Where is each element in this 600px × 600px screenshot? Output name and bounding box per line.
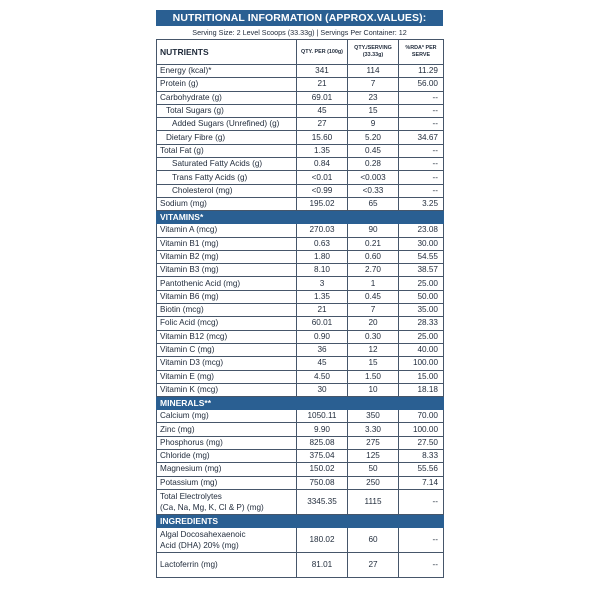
rda-percent: --: [399, 552, 444, 577]
nutrient-name: Carbohydrate (g): [157, 91, 297, 104]
nutrient-name: Cholesterol (mg): [157, 184, 297, 197]
rda-percent: 100.00: [399, 423, 444, 436]
rda-percent: 18.18: [399, 383, 444, 396]
vitamin-row: [157, 317, 444, 330]
nutrient-name: Vitamin C (mg): [157, 343, 297, 356]
rda-percent: 30.00: [399, 237, 444, 250]
qty-per-serving: 0.21: [348, 237, 399, 250]
qty-per-100g: 750.08: [297, 476, 348, 489]
qty-per-serving: 125: [348, 450, 399, 463]
qty-per-serving: 7: [348, 78, 399, 91]
nutrition-table-body: [157, 65, 444, 578]
mineral-row: [157, 476, 444, 489]
qty-per-100g: 375.04: [297, 450, 348, 463]
qty-per-serving: 2.70: [348, 264, 399, 277]
vitamin-row: [157, 357, 444, 370]
qty-per-100g: <0.99: [297, 184, 348, 197]
header-rda-per-serve: %RDA* PER SERVE: [399, 40, 444, 65]
qty-per-serving: 0.28: [348, 158, 399, 171]
qty-per-serving: 350: [348, 410, 399, 423]
qty-per-serving: 0.45: [348, 290, 399, 303]
rda-percent: 28.33: [399, 317, 444, 330]
nutrient-name: Saturated Fatty Acids (g): [157, 158, 297, 171]
rda-percent: 50.00: [399, 290, 444, 303]
nutrient-name: Total Fat (g): [157, 144, 297, 157]
rda-percent: 3.25: [399, 197, 444, 210]
qty-per-serving: 1115: [348, 489, 399, 514]
qty-per-100g: 0.90: [297, 330, 348, 343]
qty-per-100g: 1.35: [297, 290, 348, 303]
nutrient-name: Protein (g): [157, 78, 297, 91]
rda-percent: 34.67: [399, 131, 444, 144]
header-nutrients: NUTRIENTS: [157, 40, 297, 65]
nutrient-row: [157, 197, 444, 210]
qty-per-serving: 60: [348, 527, 399, 552]
table-header-row: [157, 40, 444, 65]
nutrient-name: Vitamin B12 (mcg): [157, 330, 297, 343]
qty-per-serving: 1: [348, 277, 399, 290]
nutrient-name-line1: Total Electrolytes: [160, 491, 222, 501]
vitamins-section: [157, 211, 444, 224]
qty-per-serving: 15: [348, 357, 399, 370]
rda-percent: --: [399, 104, 444, 117]
ingredients-section: [157, 514, 444, 527]
qty-per-100g: 21: [297, 304, 348, 317]
nutrient-row: [157, 171, 444, 184]
rda-percent: --: [399, 144, 444, 157]
vitamin-row: [157, 237, 444, 250]
nutrient-name: Vitamin E (mg): [157, 370, 297, 383]
nutrient-name: Phosphorus (mg): [157, 436, 297, 449]
vitamin-row: [157, 250, 444, 263]
vitamin-row: [157, 343, 444, 356]
minerals-section-label: MINERALS**: [157, 397, 444, 410]
qty-per-serving: 27: [348, 552, 399, 577]
qty-per-100g: 36: [297, 343, 348, 356]
qty-per-100g: 1.35: [297, 144, 348, 157]
qty-per-serving: 0.30: [348, 330, 399, 343]
qty-per-serving: 15: [348, 104, 399, 117]
qty-per-100g: 180.02: [297, 527, 348, 552]
rda-percent: 35.00: [399, 304, 444, 317]
vitamin-row: [157, 383, 444, 396]
qty-per-serving: 10: [348, 383, 399, 396]
rda-percent: --: [399, 91, 444, 104]
vitamin-row: [157, 224, 444, 237]
ingredients-section-label: INGREDIENTS: [157, 514, 444, 527]
qty-per-100g: 195.02: [297, 197, 348, 210]
vitamin-row: [157, 277, 444, 290]
qty-per-serving: 50: [348, 463, 399, 476]
nutrient-row: [157, 144, 444, 157]
qty-per-100g: 0.63: [297, 237, 348, 250]
qty-per-100g: 3345.35: [297, 489, 348, 514]
nutrient-row: [157, 91, 444, 104]
nutrient-name: Vitamin A (mcg): [157, 224, 297, 237]
nutrient-name: Added Sugars (Unrefined) (g): [157, 118, 297, 131]
qty-per-100g: 3: [297, 277, 348, 290]
nutrient-name: Vitamin B6 (mg): [157, 290, 297, 303]
nutrient-name: [157, 527, 297, 552]
qty-per-serving: 250: [348, 476, 399, 489]
nutrient-name: Vitamin K (mcg): [157, 383, 297, 396]
header-qty-per-100g: QTY. PER (100g): [297, 40, 348, 65]
rda-percent: 100.00: [399, 357, 444, 370]
qty-per-serving: 1.50: [348, 370, 399, 383]
qty-per-100g: 270.03: [297, 224, 348, 237]
mineral-row: [157, 436, 444, 449]
nutrient-name-line1: Algal Docosahexaenoic: [160, 529, 246, 539]
nutrient-row: [157, 118, 444, 131]
nutrient-row: [157, 158, 444, 171]
qty-per-100g: 8.10: [297, 264, 348, 277]
nutrient-name: Sodium (mg): [157, 197, 297, 210]
electrolytes-row: [157, 489, 444, 514]
qty-per-100g: <0.01: [297, 171, 348, 184]
vitamin-row: [157, 290, 444, 303]
ingredient-row: [157, 552, 444, 577]
qty-per-100g: 1.80: [297, 250, 348, 263]
nutrient-name: Vitamin B1 (mg): [157, 237, 297, 250]
qty-per-100g: 9.90: [297, 423, 348, 436]
qty-per-100g: 15.60: [297, 131, 348, 144]
qty-per-serving: 20: [348, 317, 399, 330]
vitamins-section-label: VITAMINS*: [157, 211, 444, 224]
vitamin-row: [157, 264, 444, 277]
rda-percent: --: [399, 527, 444, 552]
nutrient-name: Vitamin B2 (mg): [157, 250, 297, 263]
qty-per-100g: 150.02: [297, 463, 348, 476]
rda-percent: 25.00: [399, 277, 444, 290]
header-qty-per-serving: QTY./SERVING (33.33g): [348, 40, 399, 65]
rda-percent: 11.29: [399, 65, 444, 78]
rda-percent: 23.08: [399, 224, 444, 237]
nutrient-name: Chloride (mg): [157, 450, 297, 463]
qty-per-serving: 0.60: [348, 250, 399, 263]
qty-per-serving: 90: [348, 224, 399, 237]
nutrient-name: Pantothenic Acid (mg): [157, 277, 297, 290]
nutrient-name: Energy (kcal)*: [157, 65, 297, 78]
nutrient-name: Vitamin D3 (mcg): [157, 357, 297, 370]
qty-per-100g: 0.84: [297, 158, 348, 171]
rda-percent: 70.00: [399, 410, 444, 423]
nutrient-name: Magnesium (mg): [157, 463, 297, 476]
nutrient-row: [157, 184, 444, 197]
rda-percent: 40.00: [399, 343, 444, 356]
qty-per-serving: <0.33: [348, 184, 399, 197]
rda-percent: --: [399, 489, 444, 514]
nutrient-row: [157, 131, 444, 144]
nutrition-panel: [156, 10, 443, 578]
qty-per-100g: 30: [297, 383, 348, 396]
nutrient-name: Potassium (mg): [157, 476, 297, 489]
qty-per-serving: 12: [348, 343, 399, 356]
nutrient-name: Dietary Fibre (g): [157, 131, 297, 144]
qty-per-100g: 81.01: [297, 552, 348, 577]
qty-per-100g: 45: [297, 357, 348, 370]
rda-percent: 15.00: [399, 370, 444, 383]
rda-percent: --: [399, 158, 444, 171]
qty-per-serving: 114: [348, 65, 399, 78]
qty-per-serving: 0.45: [348, 144, 399, 157]
nutrient-row: [157, 104, 444, 117]
nutrient-name: Biotin (mcg): [157, 304, 297, 317]
rda-percent: 54.55: [399, 250, 444, 263]
rda-percent: --: [399, 118, 444, 131]
nutrient-row: [157, 78, 444, 91]
minerals-section: [157, 397, 444, 410]
rda-percent: 8.33: [399, 450, 444, 463]
nutrition-title: NUTRITIONAL INFORMATION (APPROX.VALUES):: [156, 10, 443, 26]
qty-per-serving: 65: [348, 197, 399, 210]
serving-info: Serving Size: 2 Level Scoops (33.33g) | Servings Per Container: 12: [192, 28, 407, 37]
qty-per-100g: 1050.11: [297, 410, 348, 423]
qty-per-100g: 69.01: [297, 91, 348, 104]
mineral-row: [157, 450, 444, 463]
nutrient-name: Vitamin B3 (mg): [157, 264, 297, 277]
qty-per-serving: 275: [348, 436, 399, 449]
nutrient-name: [157, 489, 297, 514]
nutrient-name: Calcium (mg): [157, 410, 297, 423]
vitamin-row: [157, 304, 444, 317]
rda-percent: 7.14: [399, 476, 444, 489]
qty-per-100g: 45: [297, 104, 348, 117]
rda-percent: 55.56: [399, 463, 444, 476]
qty-per-serving: 9: [348, 118, 399, 131]
nutrient-name-line2: (Ca, Na, Mg, K, Cl & P) (mg): [160, 502, 264, 512]
rda-percent: --: [399, 171, 444, 184]
ingredient-row: [157, 527, 444, 552]
qty-per-serving: 23: [348, 91, 399, 104]
rda-percent: 27.50: [399, 436, 444, 449]
nutrient-name: Zinc (mg): [157, 423, 297, 436]
vitamin-row: [157, 370, 444, 383]
qty-per-100g: 60.01: [297, 317, 348, 330]
vitamin-row: [157, 330, 444, 343]
nutrient-name: Lactoferrin (mg): [157, 552, 297, 577]
rda-percent: 25.00: [399, 330, 444, 343]
mineral-row: [157, 423, 444, 436]
qty-per-100g: 4.50: [297, 370, 348, 383]
mineral-row: [157, 463, 444, 476]
qty-per-100g: 21: [297, 78, 348, 91]
mineral-row: [157, 410, 444, 423]
nutrient-name: Folic Acid (mcg): [157, 317, 297, 330]
qty-per-100g: 825.08: [297, 436, 348, 449]
qty-per-100g: 27: [297, 118, 348, 131]
nutrient-name-line2: Acid (DHA) 20% (mg): [160, 540, 239, 550]
nutrition-table: [156, 39, 444, 578]
qty-per-serving: 3.30: [348, 423, 399, 436]
rda-percent: 56.00: [399, 78, 444, 91]
qty-per-serving: <0.003: [348, 171, 399, 184]
qty-per-100g: 341: [297, 65, 348, 78]
rda-percent: --: [399, 184, 444, 197]
qty-per-serving: 5.20: [348, 131, 399, 144]
rda-percent: 38.57: [399, 264, 444, 277]
nutrient-name: Total Sugars (g): [157, 104, 297, 117]
qty-per-serving: 7: [348, 304, 399, 317]
nutrient-row: [157, 65, 444, 78]
nutrient-name: Trans Fatty Acids (g): [157, 171, 297, 184]
